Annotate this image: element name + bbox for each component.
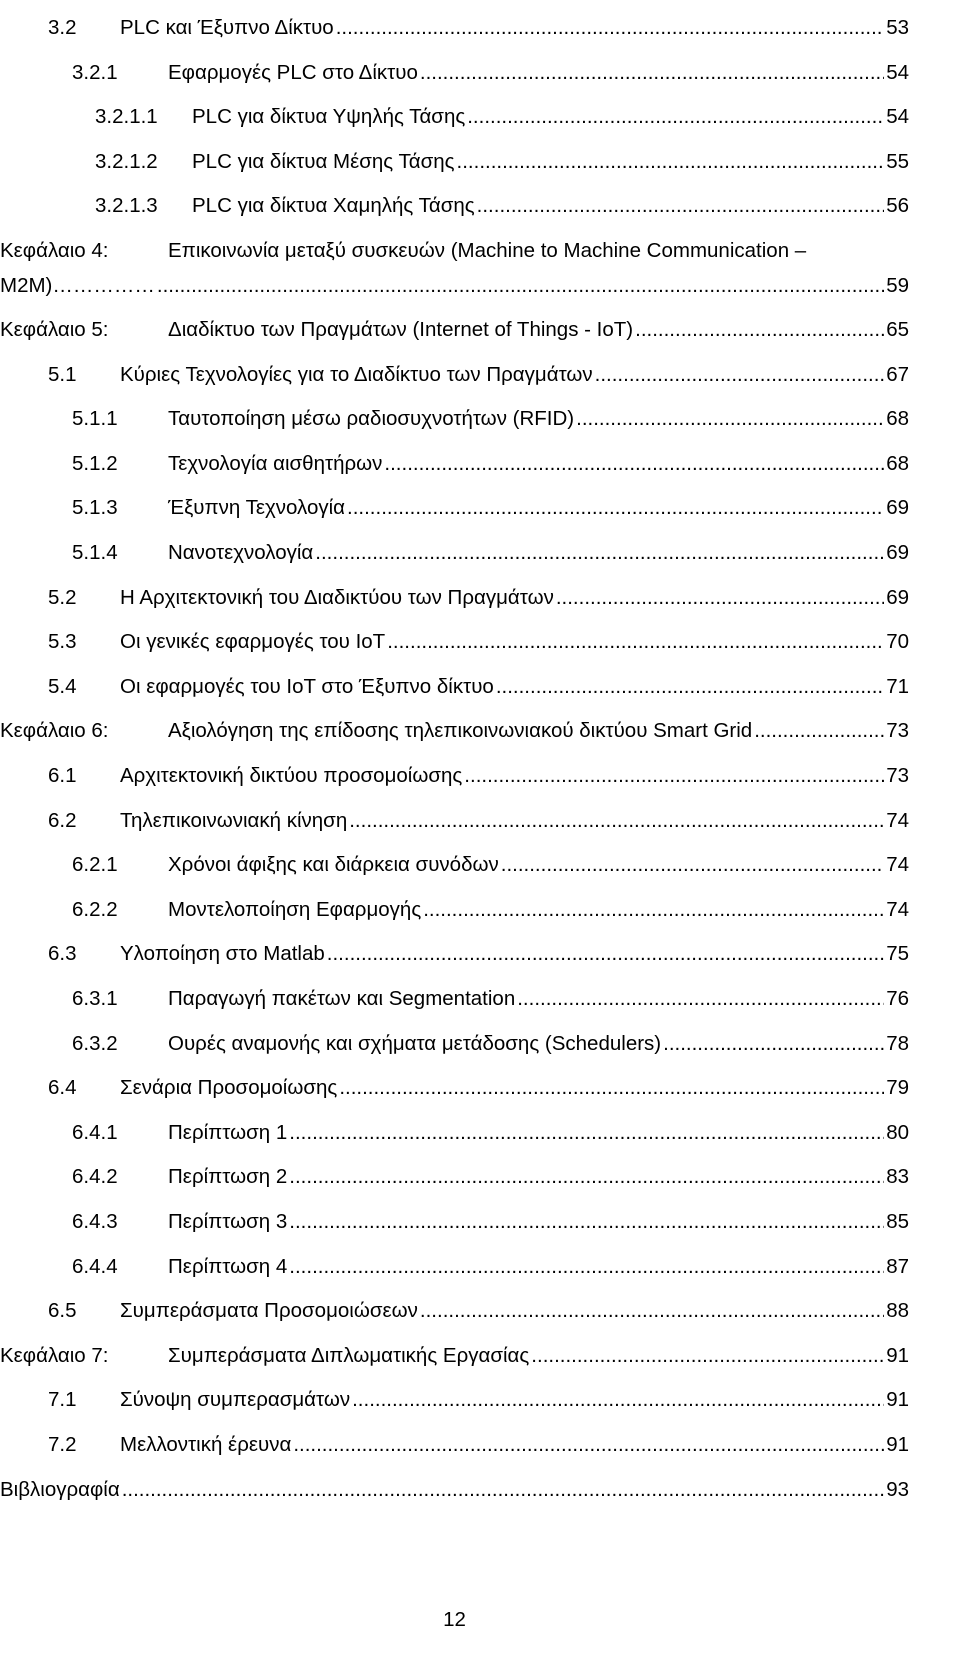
toc-leader-dots (464, 761, 884, 791)
toc-title: Η Αρχιτεκτονική του Διαδικτύου των Πραγμάτων (120, 585, 554, 609)
toc-number: 6.4.2 (72, 1165, 118, 1189)
toc-number: 5.1.4 (72, 541, 118, 564)
toc-leader-dots (556, 583, 884, 613)
toc-page-number: 54 (886, 60, 909, 84)
toc-title: Περίπτωση 2 (168, 1165, 288, 1189)
toc-leader-dots (339, 1073, 884, 1103)
toc-number: 6.3 (48, 942, 77, 966)
toc-page-number: 53 (886, 16, 909, 39)
toc-number: 6.2.1 (72, 853, 118, 877)
toc-leader-dots (289, 1162, 884, 1192)
toc-page-number: 93 (886, 1477, 909, 1501)
toc-entry[interactable] (0, 895, 909, 925)
toc-leader-dots (457, 147, 885, 177)
toc-title: Τηλεπικοινωνιακή κίνηση (120, 808, 348, 832)
toc-leader-dots (327, 939, 884, 969)
toc-page-number: 69 (886, 496, 909, 520)
toc-entry[interactable] (0, 360, 909, 390)
toc-title: Περίπτωση 1 (168, 1120, 288, 1144)
toc-number: 3.2.1.2 (95, 149, 158, 173)
toc-leader-dots (122, 1475, 885, 1505)
toc-page-number: 80 (886, 1120, 909, 1144)
toc-leader-dots (384, 449, 884, 479)
toc-page-number: 69 (886, 585, 909, 609)
toc-title: Μελλοντική έρευνα (120, 1433, 292, 1456)
toc-title: Χρόνοι άφιξης και διάρκεια συνόδων (168, 853, 499, 877)
toc-entry[interactable] (0, 449, 909, 479)
toc-entry[interactable] (0, 806, 909, 836)
toc-title: Κύριες Τεχνολογίες για το Διαδίκτυο των Πραγμάτων (120, 362, 593, 386)
toc-title: PLC για δίκτυα Υψηλής Τάσης (192, 105, 466, 129)
toc-entry[interactable] (0, 850, 909, 880)
toc-number: 5.3 (48, 630, 77, 654)
toc-page-number: 87 (886, 1254, 909, 1278)
toc-leader-dots (754, 716, 884, 746)
toc-leader-dots (420, 1296, 884, 1326)
toc-page-number: 67 (886, 362, 909, 386)
toc-number: 6.3.2 (72, 1031, 118, 1055)
toc-number: 3.2.1.1 (95, 105, 158, 129)
toc-leader-dots (315, 538, 884, 568)
toc-entry[interactable] (0, 1118, 909, 1148)
toc-number: Κεφάλαιο 6: (0, 719, 109, 743)
toc-number: 5.1 (48, 362, 77, 386)
toc-title: Τεχνολογία αισθητήρων (168, 451, 383, 475)
toc-leader-dots (496, 672, 884, 702)
toc-entry[interactable] (0, 672, 909, 702)
toc-page-number: 75 (886, 942, 909, 966)
toc-leader-dots (595, 360, 885, 390)
toc-page-number: 73 (886, 764, 909, 787)
toc-entry[interactable] (0, 1475, 909, 1505)
toc-entry[interactable] (0, 1207, 909, 1237)
toc-entry[interactable] (0, 1029, 909, 1059)
toc-leader-dots (420, 58, 884, 88)
toc-leader-dots (289, 1207, 884, 1237)
toc-title: Επικοινωνία μεταξύ συσκευών (Machine to Machine Communication – (168, 239, 807, 262)
toc-leader-dots (477, 191, 885, 221)
toc-entry[interactable] (0, 191, 909, 221)
toc-entry[interactable] (0, 1252, 909, 1282)
toc-page-number: 54 (886, 105, 909, 129)
toc-page-number: 91 (886, 1388, 909, 1412)
toc-number: 5.1.1 (72, 407, 118, 431)
toc-number: 6.2 (48, 808, 77, 832)
toc-number: 5.1.2 (72, 451, 118, 475)
toc-entry[interactable] (0, 1341, 909, 1371)
toc-number: 6.1 (48, 764, 77, 787)
toc-title: Έξυπνη Τεχνολογία (168, 496, 346, 520)
toc-page-number: 73 (886, 719, 909, 743)
toc-leader-dots (352, 1385, 884, 1415)
toc-number: 3.2.1.3 (95, 194, 158, 218)
toc-title-continuation: M2M)…………… (0, 274, 155, 297)
toc-title: Αξιολόγηση της επίδοσης τηλεπικοινωνιακού δικτύου Smart Grid (168, 719, 753, 743)
toc-entry[interactable] (0, 236, 909, 266)
toc-number: 6.3.1 (72, 987, 118, 1010)
toc-page-number: 74 (886, 808, 909, 832)
toc-leader-dots (349, 806, 884, 836)
toc-number: 3.2.1 (72, 60, 118, 84)
toc-page-number: 85 (886, 1210, 909, 1233)
toc-title: Αρχιτεκτονική δικτύου προσομοίωσης (120, 764, 463, 787)
toc-page-number: 71 (886, 674, 909, 698)
page-number: 12 (443, 1608, 466, 1631)
toc-number: 5.1.3 (72, 496, 118, 520)
toc-entry[interactable] (0, 493, 909, 523)
toc-number: 6.4 (48, 1076, 77, 1100)
toc-entry[interactable] (0, 538, 909, 568)
toc-title: Υλοποίηση στο Matlab (120, 942, 325, 966)
toc-number: 6.5 (48, 1299, 77, 1323)
toc-title: Διαδίκτυο των Πραγμάτων (Internet of Things - IoT) (168, 318, 634, 341)
toc-number: 6.4.4 (72, 1254, 118, 1278)
toc-title: Σενάρια Προσομοίωσης (120, 1076, 338, 1100)
toc-title: Παραγωγή πακέτων και Segmentation (168, 987, 516, 1010)
toc-number: 7.2 (48, 1433, 77, 1456)
toc-page-number: 78 (886, 1031, 909, 1055)
toc-title: Σύνοψη συμπερασμάτων (120, 1388, 351, 1412)
toc-title: Εφαρμογές PLC στο Δίκτυο (168, 60, 418, 84)
toc-page-number: 74 (886, 897, 909, 921)
toc-entry[interactable] (0, 1296, 909, 1326)
toc-title: Βιβλιογραφία (0, 1477, 120, 1501)
toc-entry[interactable] (0, 147, 909, 177)
toc-leader-dots (347, 493, 884, 523)
toc-leader-dots (576, 404, 884, 434)
toc-number: 3.2 (48, 16, 77, 39)
toc-entry[interactable] (0, 13, 909, 43)
toc-title: Ταυτοποίηση μέσω ραδιοσυχνοτήτων (RFID) (168, 407, 575, 431)
toc-number: 6.2.2 (72, 897, 118, 921)
toc-page-number: 68 (886, 407, 909, 431)
toc-leader-dots (289, 1252, 884, 1282)
toc-page-number: 70 (886, 630, 909, 654)
toc-leader-dots (517, 984, 884, 1014)
toc-title: Περίπτωση 4 (168, 1254, 288, 1278)
toc-page-number: 74 (886, 853, 909, 877)
toc-entry[interactable] (0, 1385, 909, 1415)
toc-entry-continuation[interactable] (0, 271, 909, 301)
toc-title: PLC για δίκτυα Μέσης Τάσης (192, 149, 455, 173)
toc-page-number: 91 (886, 1433, 909, 1456)
toc-title: Οι εφαρμογές του IoT στο Έξυπνο δίκτυο (120, 674, 494, 698)
toc-title: PLC και Έξυπνο Δίκτυο (120, 16, 334, 39)
toc-entry[interactable] (0, 1073, 909, 1103)
toc-entry[interactable] (0, 716, 909, 746)
toc-title: Ουρές αναμονής και σχήματα μετάδοσης (Schedulers) (168, 1031, 662, 1055)
toc-leader-dots (423, 895, 884, 925)
toc-title: Συμπεράσματα Προσομοιώσεων (120, 1299, 418, 1323)
toc-page-number: 68 (886, 451, 909, 475)
toc-page-number: 79 (886, 1076, 909, 1100)
toc-page-number: 91 (886, 1343, 909, 1367)
toc-page-number: 76 (886, 987, 909, 1010)
toc-entry[interactable] (0, 404, 909, 434)
toc-number: Κεφάλαιο 5: (0, 318, 109, 341)
toc-leader-dots (663, 1029, 884, 1059)
toc-number: 5.4 (48, 674, 77, 698)
toc-title: Οι γενικές εφαρμογές του IoT (120, 630, 386, 654)
toc-number: Κεφάλαιο 7: (0, 1343, 109, 1367)
toc-number: 5.2 (48, 585, 77, 609)
toc-leader-dots (501, 850, 884, 880)
toc-title: Περίπτωση 3 (168, 1210, 288, 1233)
toc-page-number: 69 (886, 541, 909, 564)
toc-entry[interactable] (0, 1162, 909, 1192)
toc-number: Κεφάλαιο 4: (0, 239, 109, 262)
toc-page-number: 65 (886, 318, 909, 341)
toc-entry[interactable] (0, 761, 909, 791)
toc-leader-dots (635, 315, 884, 345)
toc-entry[interactable] (0, 102, 909, 132)
toc-page-number: 88 (886, 1299, 909, 1323)
toc-leader-dots (336, 13, 884, 43)
toc-page-number: 83 (886, 1165, 909, 1189)
toc-entry[interactable] (0, 583, 909, 613)
toc-title: PLC για δίκτυα Χαμηλής Τάσης (192, 194, 475, 218)
toc-number: 6.4.1 (72, 1120, 118, 1144)
toc-entry[interactable] (0, 315, 909, 345)
toc-leader-dots (293, 1430, 884, 1460)
toc-leader-dots (157, 271, 884, 301)
toc-entry[interactable] (0, 984, 909, 1014)
toc-title: Μοντελοποίηση Εφαρμογής (168, 897, 422, 921)
toc-page-number: 56 (886, 194, 909, 218)
toc-title: Νανοτεχνολογία (168, 541, 314, 564)
toc-leader-dots (531, 1341, 884, 1371)
toc-number: 7.1 (48, 1388, 77, 1412)
toc-entry[interactable] (0, 939, 909, 969)
toc-leader-dots (467, 102, 884, 132)
toc-page-number: 55 (886, 149, 909, 173)
toc-entry[interactable] (0, 58, 909, 88)
toc-entry[interactable] (0, 1430, 909, 1460)
toc-page-number: 59 (886, 274, 909, 297)
toc-number: 6.4.3 (72, 1210, 118, 1233)
toc-leader-dots (387, 627, 884, 657)
toc-leader-dots (289, 1118, 884, 1148)
toc-entry[interactable] (0, 627, 909, 657)
toc-title: Συμπεράσματα Διπλωματικής Εργασίας (168, 1343, 530, 1367)
